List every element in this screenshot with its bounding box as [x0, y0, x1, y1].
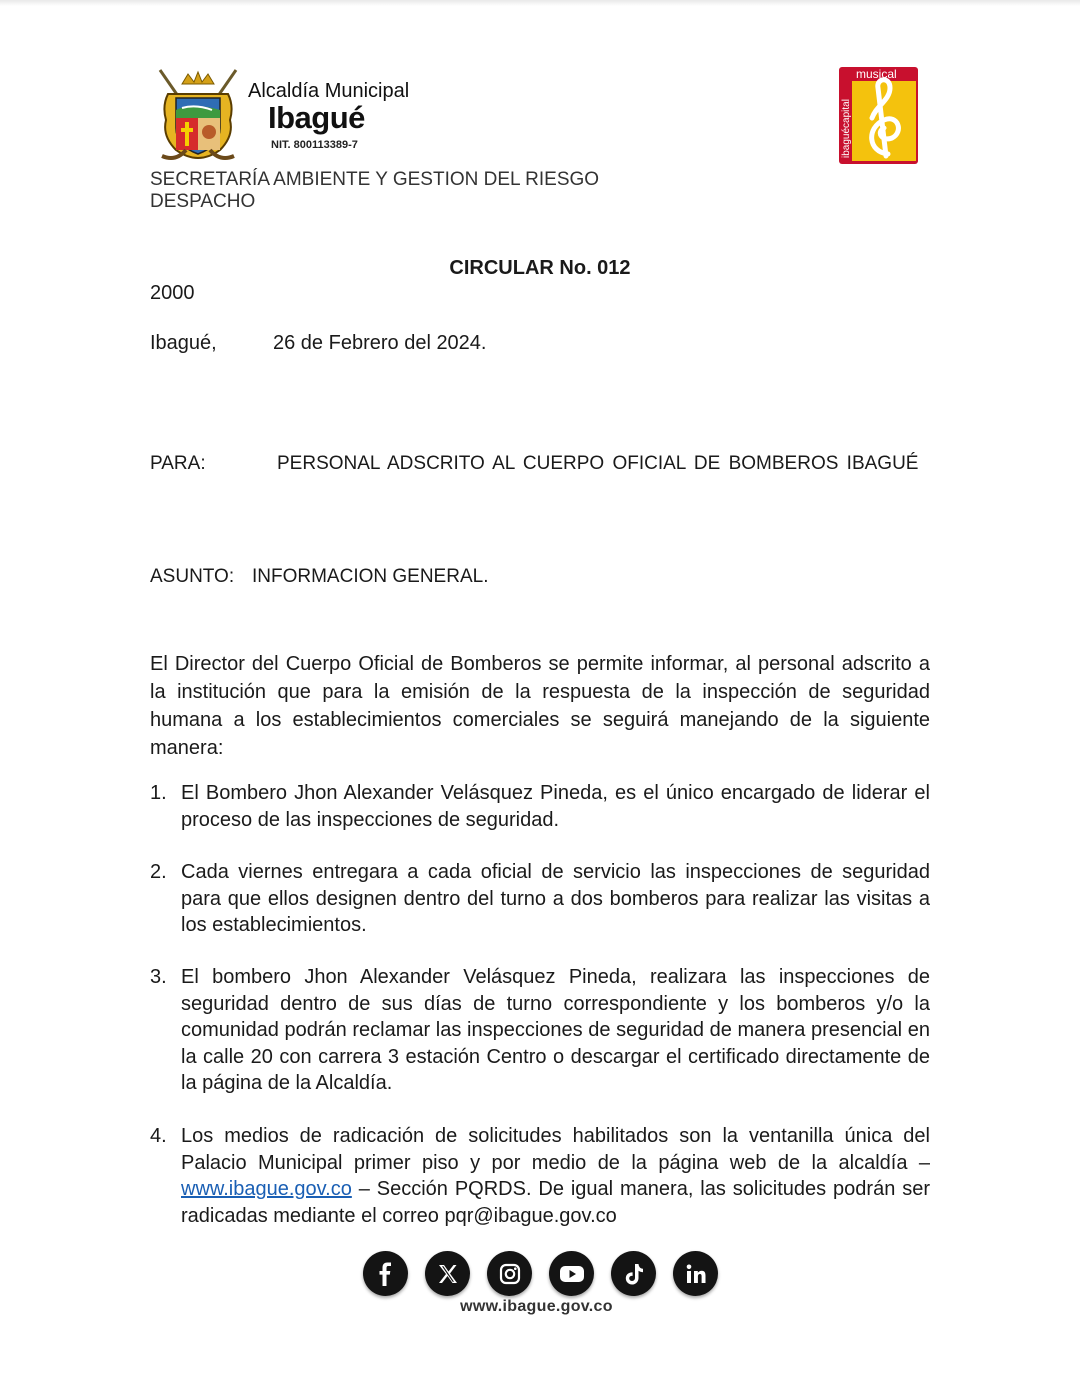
- facebook-icon[interactable]: [363, 1251, 408, 1296]
- list-item: [150, 1123, 930, 1229]
- linkedin-icon[interactable]: [673, 1251, 718, 1296]
- list-item-text: [181, 1123, 930, 1229]
- org-name: Alcaldía Municipal: [248, 80, 410, 102]
- date: 26 de Febrero del 2024.: [273, 332, 487, 354]
- alcaldia-website-link[interactable]: www.ibague.gov.co: [181, 1178, 352, 1200]
- list-item: [150, 964, 930, 1097]
- instagram-icon[interactable]: [487, 1251, 532, 1296]
- list-item-number: 2.: [150, 861, 167, 883]
- despacho-line: DESPACHO: [150, 191, 256, 212]
- org-nit: NIT. 800113389-7: [271, 139, 358, 151]
- list-item-number: 1.: [150, 782, 167, 804]
- circular-code: 2000: [150, 282, 195, 304]
- item-text-before: Los medios de radicación de solicitudes habilitados son la ventanilla única del Palacio Municipal primer piso y por medio de la página web de la alcaldía –: [181, 1125, 930, 1174]
- music-logo-side-text: ibaguécapital: [841, 99, 852, 158]
- list-item-text: Cada viernes entregara a cada oficial de servicio las inspecciones de seguridad para que ellos designen dentro del turno a dos bomberos para realizar las visitas a los establecimientos.: [181, 861, 930, 936]
- asunto-label: ASUNTO:: [150, 566, 235, 587]
- list-item-number: 3.: [150, 966, 167, 988]
- org-city: Ibagué: [268, 100, 365, 135]
- list-item-text: El Bombero Jhon Alexander Velásquez Pineda, es el único encargado de liderar el proceso de las inspecciones de seguridad.: [181, 782, 930, 831]
- item-text-after: – Sección PQRDS. De igual manera, las solicitudes podrán ser radicadas mediante el correo pqr@ibague.gov.co: [181, 1178, 930, 1227]
- place: Ibagué,: [150, 332, 217, 354]
- asunto-value: INFORMACION GENERAL.: [252, 566, 489, 587]
- tiktok-icon[interactable]: [611, 1251, 656, 1296]
- social-icons: [363, 1251, 718, 1296]
- list-item: [150, 859, 930, 939]
- x-twitter-icon[interactable]: [425, 1251, 470, 1296]
- list-item-number: 4.: [150, 1125, 167, 1147]
- list-item-text: El bombero Jhon Alexander Velásquez Pineda, realizara las inspecciones de seguridad dentro de sus días de turno correspondiente y los bomberos y/o la comunidad podrán reclamar las inspecciones de seguridad de manera presencial en la calle 20 con carrera 3 estación Centro o descargar el certificado directamente de la página de la Alcaldía.: [181, 966, 930, 1094]
- list-item: [150, 780, 930, 833]
- para-label: PARA:: [150, 453, 206, 474]
- circular-title: CIRCULAR No. 012: [449, 257, 631, 279]
- footer-website[interactable]: www.ibague.gov.co: [460, 1298, 613, 1315]
- music-logo-top-text: musical: [856, 67, 897, 81]
- music-capital-logo: [838, 66, 919, 165]
- youtube-icon[interactable]: [549, 1251, 594, 1296]
- intro-paragraph: El Director del Cuerpo Oficial de Bomberos se permite informar, al personal adscrito a la institución que para la emisión de la respuesta de la inspección de seguridad humana a los establecimientos comerciales se seguirá manejando de la siguiente manera:: [150, 653, 930, 759]
- para-value: PERSONAL ADSCRITO AL CUERPO OFICIAL DE BOMBEROS IBAGUÉ: [277, 453, 919, 474]
- coat-of-arms-logo: [152, 66, 244, 166]
- secretaria-line: SECRETARÍA AMBIENTE Y GESTION DEL RIESGO: [150, 169, 600, 190]
